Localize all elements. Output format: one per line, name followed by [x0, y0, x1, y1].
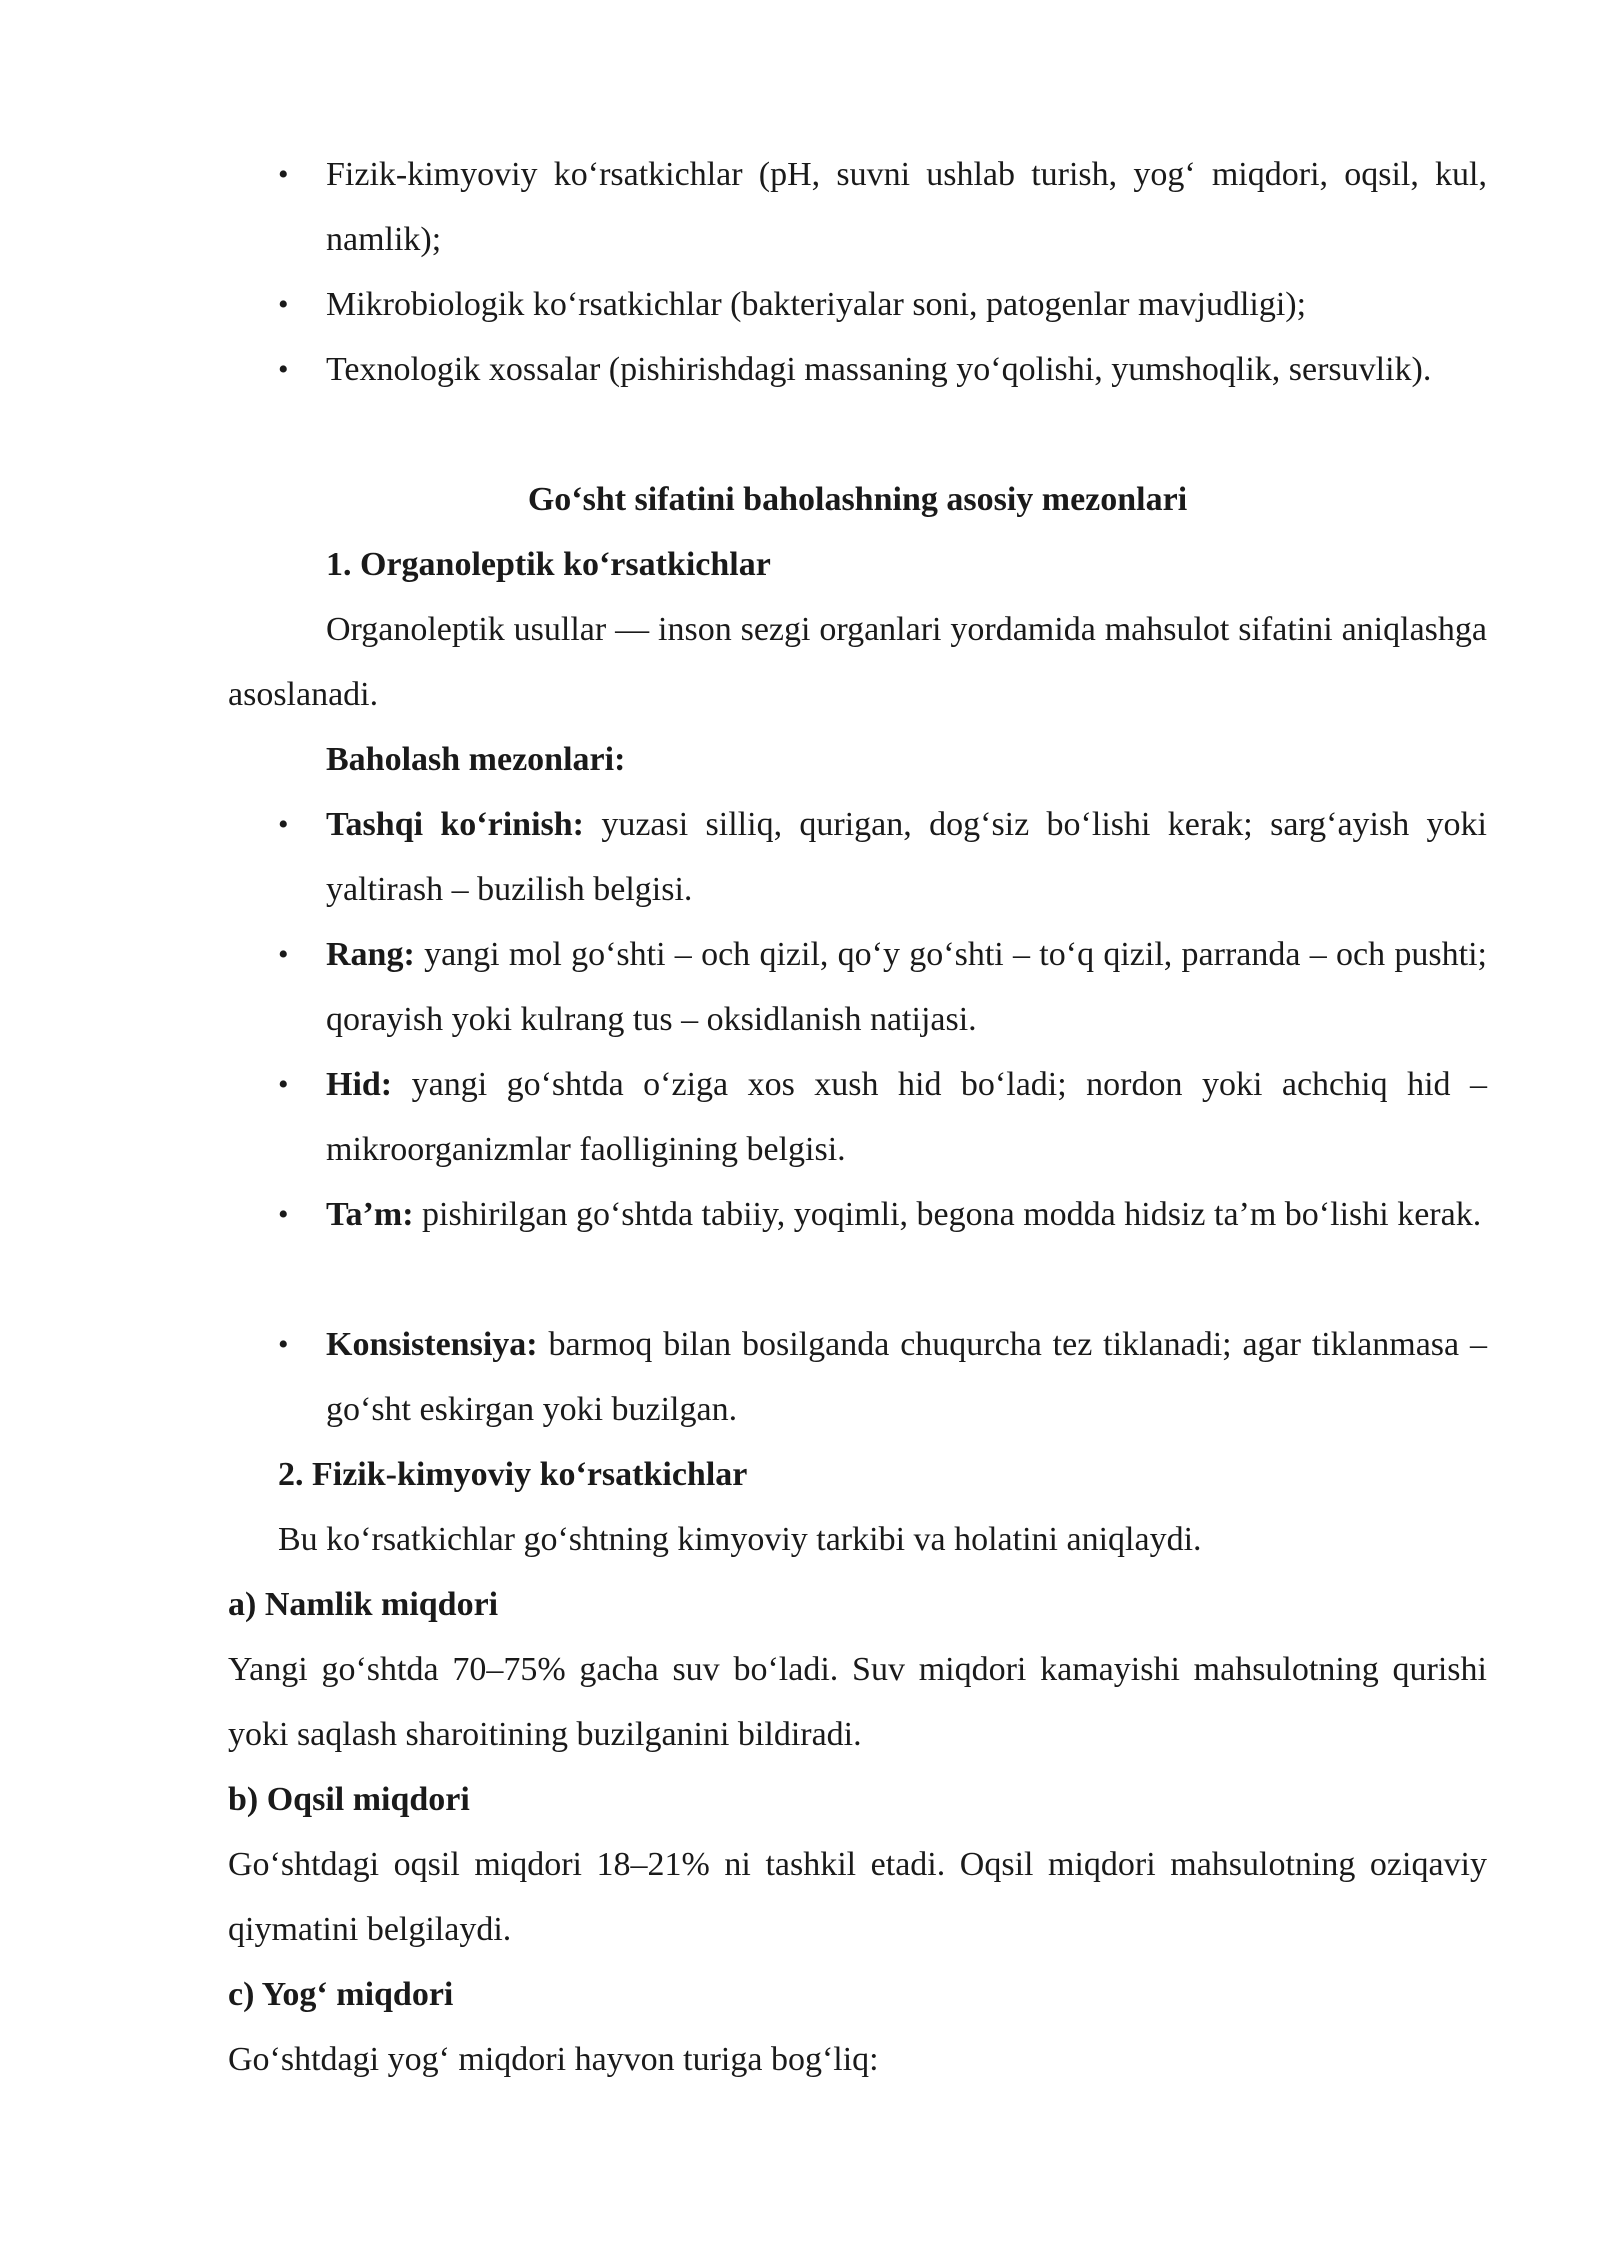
criterion-label: Hid: [326, 1066, 393, 1103]
bullet-icon: • [278, 1328, 289, 1361]
list-item [228, 272, 1487, 337]
physchem-heading: 2. Fizik-kimyoviy koʻrsatkichlar [278, 1456, 748, 1493]
bullet-icon: • [278, 158, 289, 191]
list-item [228, 142, 1487, 272]
criterion-label: Tashqi koʻrinish: [326, 806, 584, 843]
physchem-intro: Bu koʻrsatkichlar goʻshtning kimyoviy tarkibi va holatini aniqlaydi. [278, 1521, 1202, 1558]
list-item [228, 922, 1487, 1052]
criterion-text: pishirilgan goʻshtda tabiiy, yoqimli, begona modda hidsiz ta’m boʻlishi kerak. [413, 1196, 1482, 1233]
namlik-heading: a) Namlik miqdori [228, 1586, 499, 1623]
list-item-text: Fizik-kimyoviy koʻrsatkichlar (pH, suvni ushlab turish, yogʻ miqdori, oqsil, kul, namlik); [326, 156, 1487, 258]
criterion-label: Ta’m: [326, 1196, 414, 1233]
criterion-text: yangi mol goʻshti – och qizil, qoʻy goʻshti – toʻq qizil, parranda – och pushti; qorayish yoki kulrang tus – oksidlanish natijasi. [326, 936, 1487, 1038]
list-item-text: Texnologik xossalar (pishirishdagi massaning yoʻqolishi, yumshoqlik, sersuvlik). [326, 351, 1432, 388]
namlik-text: Yangi goʻshtda 70–75% gacha suv boʻladi. Suv miqdori kamayishi mahsulotning qurishi yoki saqlash sharoitining buzilganini bildiradi. [228, 1651, 1487, 1753]
criterion-label: Konsistensiya: [326, 1326, 538, 1363]
list-item [228, 1052, 1487, 1182]
list-item [228, 337, 1487, 402]
criterion-label: Rang: [326, 936, 415, 973]
bullet-icon: • [278, 288, 289, 321]
bullet-icon: • [278, 1068, 289, 1101]
criterion-text: yangi goʻshtda oʻziga xos xush hid boʻladi; nordon yoki achchiq hid – mikroorganizmlar faolligining belgisi. [326, 1066, 1487, 1168]
bullet-icon: • [278, 938, 289, 971]
yog-text: Goʻshtdagi yogʻ miqdori hayvon turiga bogʻliq: [228, 2041, 879, 2078]
list-item-text: Mikrobiologik koʻrsatkichlar (bakteriyalar soni, patogenlar mavjudligi); [326, 286, 1307, 323]
criterion-text: yuzasi silliq, qurigan, dogʻsiz boʻlishi kerak; sargʻayish yoki yaltirash – buzilish belgisi. [326, 806, 1488, 908]
list-item [228, 792, 1487, 922]
oqsil-heading: b) Oqsil miqdori [228, 1781, 470, 1818]
bullet-icon: • [278, 353, 289, 386]
organoleptic-heading: 1. Organoleptik koʻrsatkichlar [326, 546, 771, 583]
bullet-icon: • [278, 808, 289, 841]
section-title: Goʻsht sifatini baholashning asosiy mezonlari [527, 481, 1188, 518]
oqsil-text: Goʻshtdagi oqsil miqdori 18–21% ni tashkil etadi. Oqsil miqdori mahsulotning oziqaviy qiymatini belgilaydi. [228, 1846, 1487, 1948]
list-item [228, 1312, 1487, 1442]
list-item [228, 1182, 1487, 1247]
criterion-text: barmoq bilan bosilganda chuqurcha tez tiklanadi; agar tiklanmasa – goʻsht eskirgan yoki buzilgan. [326, 1326, 1487, 1428]
bullet-icon: • [278, 1198, 289, 1231]
yog-heading: c) Yogʻ miqdori [228, 1976, 454, 2013]
organoleptic-intro: Organoleptik usullar — inson sezgi organlari yordamida mahsulot sifatini aniqlashga asoslanadi. [228, 611, 1487, 713]
criteria-heading: Baholash mezonlari: [326, 741, 626, 778]
